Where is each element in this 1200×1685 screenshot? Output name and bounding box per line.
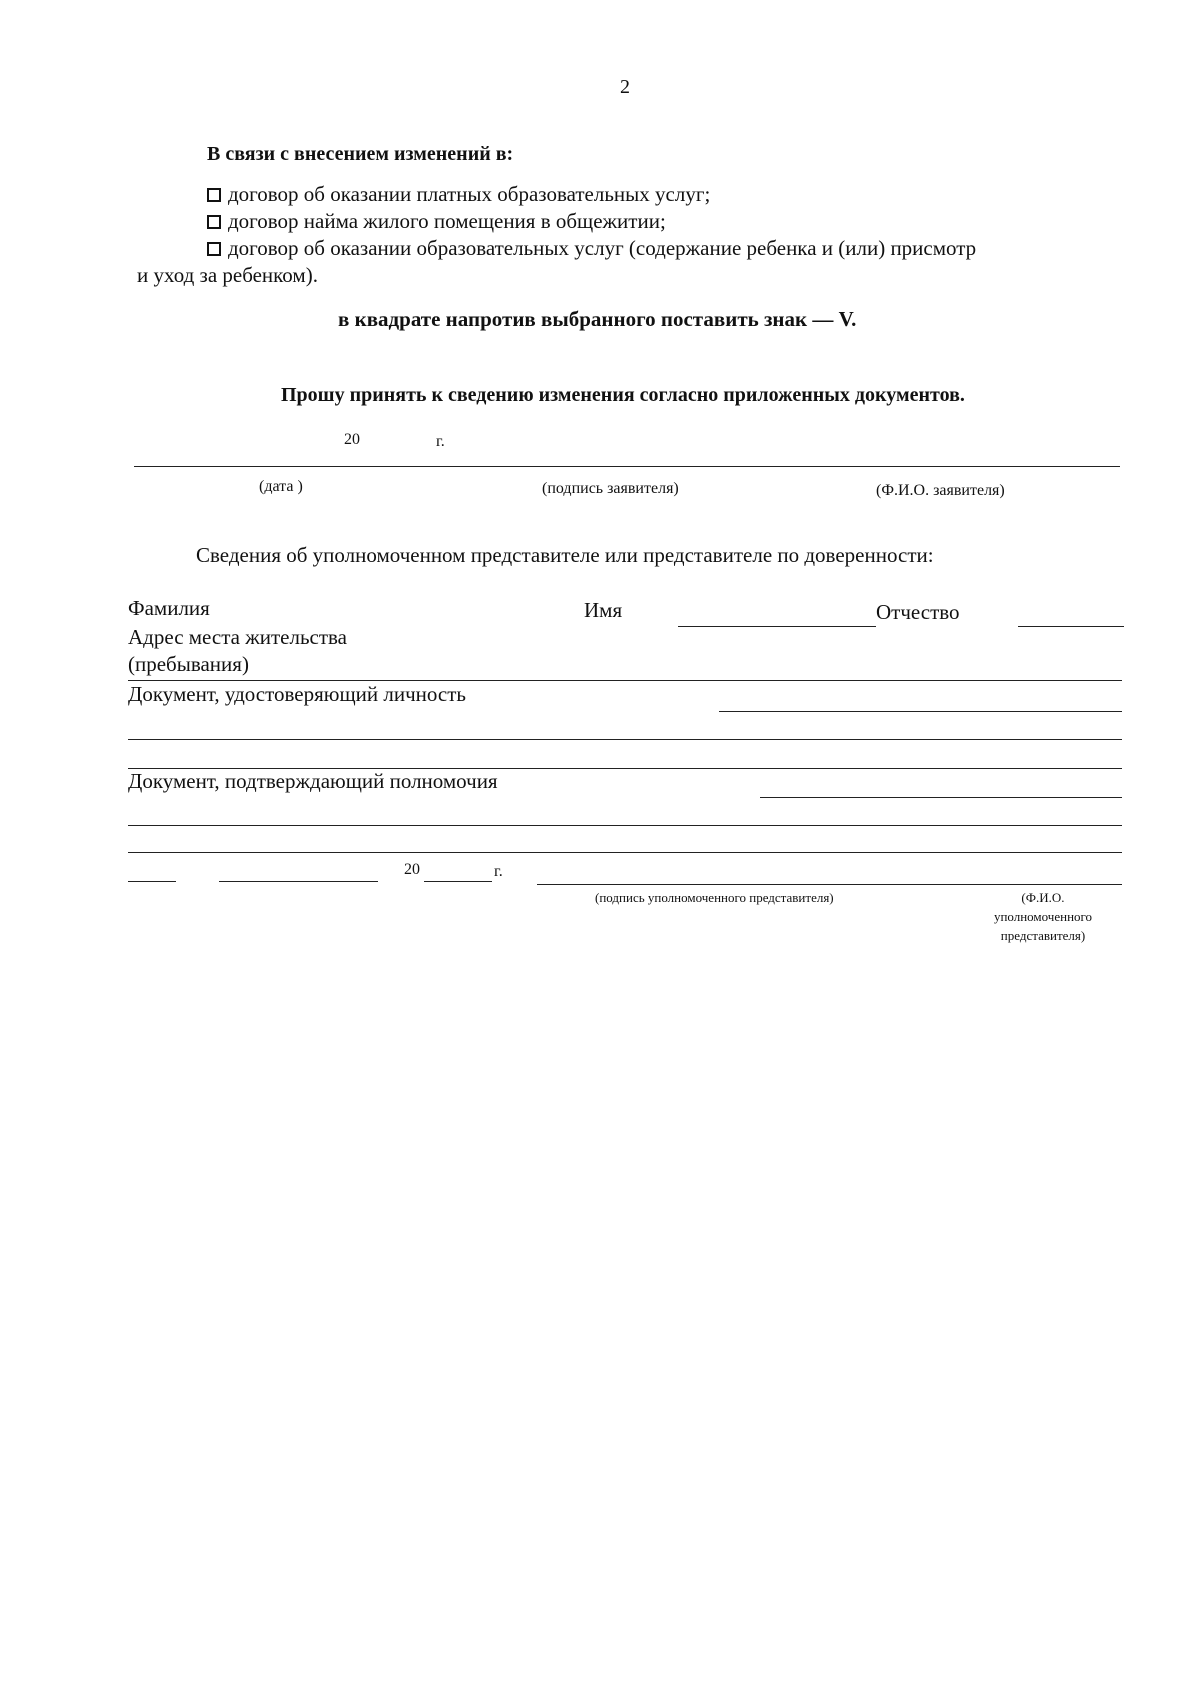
option-label: договор найма жилого помещения в общежитии; — [228, 209, 666, 233]
representative-name-caption — [968, 888, 1118, 945]
patronymic-field[interactable] — [1018, 626, 1124, 627]
representative-signature-line[interactable] — [537, 884, 1122, 885]
surname-label: Фамилия — [128, 596, 210, 620]
checkbox[interactable] — [207, 188, 221, 202]
patronymic-label: Отчество — [876, 600, 960, 624]
option-child-care[interactable] — [207, 236, 976, 261]
first-name-field[interactable] — [678, 626, 876, 627]
year-prefix: 20 — [404, 861, 420, 878]
applicant-signature-line[interactable] — [134, 466, 1120, 467]
month-field[interactable] — [219, 881, 378, 882]
id-document-field[interactable] — [719, 711, 1122, 712]
option-paid-services[interactable] — [207, 182, 710, 207]
representative-heading: Сведения об уполномоченном представителе или представителе по доверенности: — [196, 543, 934, 567]
authority-document-field-line-2[interactable] — [128, 825, 1122, 826]
first-name-label: Имя — [584, 598, 623, 622]
caption-line: представителя) — [1000, 928, 1086, 943]
caption-line: (Ф.И.О. — [1021, 890, 1065, 905]
changes-heading: В связи с внесением изменений в: — [207, 143, 514, 165]
address-label: Адрес места жительства — [128, 625, 347, 649]
authority-document-label: Документ, подтверждающий полномочия — [128, 769, 498, 793]
authority-document-field-line-3[interactable] — [128, 852, 1122, 853]
option-dormitory[interactable] — [207, 209, 666, 234]
address-label-cont: (пребывания) — [128, 652, 249, 676]
caption-line: уполномоченного — [993, 909, 1093, 924]
checkbox[interactable] — [207, 215, 221, 229]
year-prefix: 20 — [344, 431, 360, 448]
id-document-label: Документ, удостоверяющий личность — [128, 682, 466, 706]
year-suffix: г. — [494, 863, 503, 880]
instruction-text: в квадрате напротив выбранного поставить знак — V. — [338, 307, 857, 331]
signature-caption: (подпись заявителя) — [542, 480, 679, 497]
date-caption: (дата ) — [259, 478, 303, 495]
representative-signature-caption: (подпись уполномоченного представителя) — [595, 890, 834, 905]
page-number: 2 — [620, 76, 630, 98]
option-continuation: и уход за ребенком). — [137, 263, 318, 287]
year-field[interactable] — [424, 881, 492, 882]
request-text: Прошу принять к сведению изменения согласно приложенных документов. — [281, 384, 965, 406]
address-field[interactable] — [128, 680, 1122, 681]
day-field[interactable] — [128, 881, 176, 882]
name-caption: (Ф.И.О. заявителя) — [876, 482, 1005, 499]
option-label: договор об оказании образовательных услуг (содержание ребенка и (или) присмотр — [228, 236, 977, 260]
option-label: договор об оказании платных образовательных услуг; — [228, 182, 711, 206]
id-document-field-line-2[interactable] — [128, 739, 1122, 740]
checkbox[interactable] — [207, 242, 221, 256]
year-suffix: г. — [436, 433, 445, 450]
authority-document-field[interactable] — [760, 797, 1122, 798]
